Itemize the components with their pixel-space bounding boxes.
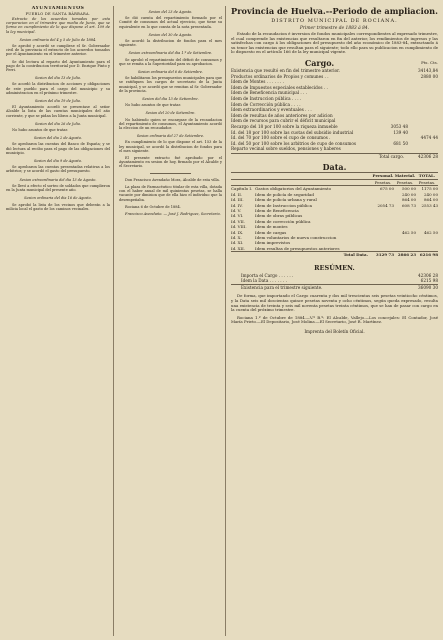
session-paragraph: En cumplimiento de lo que dispone el art. 153 de la ley municipal, se acordó la distribucion de fondos para el mes siguiente. — [119, 140, 222, 153]
session-title: Sesion del dia 2 de Agosto. — [34, 136, 82, 141]
data-row-material — [394, 246, 416, 251]
section-header: AYUNTAMIENTOS — [31, 6, 85, 11]
data-header-row — [231, 172, 438, 179]
cargo-total-row — [231, 153, 438, 160]
data-row-chapter: Id. VIII. — [231, 224, 247, 230]
session-title: Sesion ordinaria del 4 y 5 de Julio de 1884. — [19, 37, 97, 42]
session-paragraph: Se aprobó y acordó se cumpliese el Sr. Gobernador civil de la provincia el extracto de los acuerdos tomados por el Ayuntamiento en el trimestre anterior. — [6, 44, 110, 57]
data-title: Data. — [322, 162, 347, 173]
data-row-total: 2553 43 — [421, 202, 438, 208]
data-row-personal — [372, 246, 394, 251]
cargo-row-label: Idem de Impuestos especiales establecidos . . — [231, 84, 328, 90]
data-total-total: 6216 98 — [419, 252, 438, 258]
resumen-title: RESÚMEN. — [314, 263, 355, 272]
resumen-row — [231, 278, 438, 284]
session-paragraph: Se habilitaron los presupuestos municipales para que se ratifiquen los cargos de secretario de la Junta municipal, y se acordó que se remitan al Sr. Gobernador de la provincia. — [119, 76, 222, 93]
data-row-label: Idem de montes — [255, 224, 288, 230]
data-row-label: Idem de cargas — [255, 229, 287, 235]
closing-text: De forma, que importando el Cargo cuarenta y dos mil trescientas seis pesetas veintiocho céntimos, y la Data seis mil doscientas quince pesetas noventa y ocho céntimos, según queda expresado, resulta una existencia de treinta y seis mil noventa pesetas treinta céntimos, que se han de pasar con cargo en la cuenta del próximo trimestre. — [231, 293, 438, 313]
session-paragraph: Se llevó a efecto el sorteo de soldados que cumplieron en la Junta municipal del presente año. — [6, 183, 111, 193]
session-paragraph: Se dió cuenta del repartimiento formado por el Comité de consumos del actual ejercicio, que tiene su equivalente en lo que consta de la nota presentada. — [119, 16, 222, 29]
cargo-row-label: Idem de Corrección pública . . . . — [231, 101, 301, 107]
session-paragraph: No hubo asuntos de que tratar. — [125, 103, 181, 108]
session-title: Sesion ordinaria del 27 de Setiembre. — [136, 134, 205, 139]
data-row-chapter: Id. VI. — [231, 213, 244, 219]
data-row-label: Idem resultas de presupuestos anteriores — [255, 245, 340, 251]
cargo-row-partial: 681 50 — [393, 140, 408, 146]
cargo-row-value: 4474 44 — [420, 135, 438, 141]
data-row-chapter: Id. XI. — [231, 240, 244, 246]
session-paragraph: Se dió lectura al reparto del Ayuntamiento para el pago de la contribucion territorial por D. Enrique Pinto y Ferri. — [6, 59, 110, 73]
divider — [150, 173, 191, 174]
session-list — [119, 10, 222, 169]
cargo-row-value — [408, 146, 438, 152]
session-paragraph: Se aprobó la lista de los vecinos que deberán a la milicia local el gasto de los caminos vecinales. — [6, 202, 110, 211]
cargo-row-partial — [374, 146, 408, 152]
cargo-row-label: Idem extraordinarios y eventuales . . . — [231, 107, 312, 113]
resumen-existencia-label: Existencia para el trimestre siguiente. — [241, 284, 323, 290]
cargo-total-label: Total cargo. — [378, 153, 404, 159]
closing-date: Rociana 1.º de Octubre de 1884.—V.º B.º: El Alcalde, Vallejo.—Los concejales: El Contador, José María Prieto.—El Depositario, José Molina.—El Secretario, José R. Martínez. — [231, 314, 438, 325]
session-paragraph: Se acordó la distribucion de acciones y obligaciones de este pueblo para el cargo del municipio y su administracion en el próximo trimestre. — [6, 82, 110, 95]
resumen-row-value: 6215 98 — [420, 278, 438, 284]
cargo-row-value: 2880 00 — [420, 73, 438, 79]
data-row-material: 500 00 — [402, 186, 416, 192]
session-paragraph: El Ayuntamiento acordó se presentase al señor Alcalde la lista de las cuentas municipales del año corriente, y que se pidan los libros a la Junta municipal. — [6, 105, 110, 118]
cargo-row-label: Productos ordinarios de Propios y comunes . . — [231, 73, 329, 79]
data-row-chapter: Id. VII. — [231, 218, 246, 224]
data-row-material: 864 00 — [402, 197, 416, 203]
column-left — [6, 6, 114, 636]
header-personal: Personal. — [372, 173, 394, 179]
announcement-date: Rociana 6 de Octubre de 1884. — [125, 204, 181, 209]
resumen-existencia-value: 36090 30 — [418, 284, 438, 290]
data-row — [231, 246, 438, 251]
cargo-row-value: 34143,84 — [418, 67, 438, 73]
cargo-row-label: Idem de Beneficencia municipal . . . — [231, 90, 308, 96]
data-row-personal: 675 00 — [380, 186, 394, 192]
subheader-material: Pesetas. — [396, 179, 414, 185]
session-title: Sesion ordinaria del dia 16 de Agosto. — [24, 196, 92, 201]
data-total-row — [231, 251, 438, 257]
resumen-row-value: 42306 28 — [418, 272, 438, 278]
cargo-row-label: Recargo del 18 por 100 sobre la riqueza inmueble — [231, 123, 338, 129]
data-table — [231, 186, 438, 251]
session-paragraph: No hubo asuntos de que tratar. — [12, 128, 68, 133]
cargo-row — [231, 146, 438, 152]
session-title: Sesion del 30 de Agosto. — [148, 32, 193, 37]
data-row-label: Idem de Instruccion pública — [255, 202, 312, 208]
session-title: Sesion ordinaria del 6 de Setiembre. — [137, 70, 204, 75]
data-total-label: Total Data. — [343, 252, 368, 258]
session-title: Sesion extraordinaria del dia 13 de Agosto. — [19, 177, 97, 182]
session-paragraph: El presente extracto fué aprobado por el Ayuntamiento en sesion de hoy, firmado por el Alcalde y el Secretario. — [119, 156, 222, 169]
cargo-row-label: Id. del 18 por 100 sobre las cuotas del subsidio industrial — [231, 129, 354, 135]
announcement-body: La plaza de Farmacéutico titular de esta villa, dotada con el haber anual de mil quinientas pesetas, se halla vacante por dimision que de ella hizo el individuo que la desempeñaba. — [119, 184, 222, 202]
data-row-label: Idem de policía de seguridad — [255, 191, 314, 197]
cargo-row-label: Idem de resultas de años anteriores por adicion — [231, 112, 333, 118]
data-row-total: 462 50 — [424, 229, 438, 235]
session-title: Sesion del dia 26 de Julio. — [34, 121, 81, 126]
data-row-chapter: Capítulo I. — [231, 186, 253, 192]
data-row-material: 608 73 — [402, 202, 416, 208]
period-title: Primer trimestre de 1883 á 84. — [299, 26, 370, 31]
cargo-row-partial: 139 40 — [393, 129, 408, 135]
data-row-label: Idem de policía urbana y rural — [255, 197, 317, 203]
data-row-chapter: Id. IV. — [231, 202, 243, 208]
cargo-row-label: Idem de Instruccion pública . . . . — [231, 95, 302, 101]
data-row-chapter: Id. IX. — [231, 229, 244, 235]
data-row-label: Idem de obras públicas — [255, 213, 303, 219]
session-paragraph: Se acordó la distribucion de fondos para el mes siguiente. — [119, 39, 222, 48]
cargo-row-label: Reparto vecinal sobre sueldos, pensiones y haberes — [231, 146, 341, 152]
data-row-label: Idem de Beneficencia — [255, 207, 299, 213]
data-row-chapter: Id. III. — [231, 197, 244, 203]
session-paragraph: Se aprobaron las cuentas presentadas relativas a los arbitrios; y se acordó el gasto del presupuesto. — [6, 165, 110, 174]
announcement-heading: Don Francisco Avendaño Mora, Alcalde de esta villa. — [125, 177, 220, 182]
subheader-total: Pesetas. — [418, 179, 436, 185]
resumen-row-label: Importa el Cargo . . . . . . — [241, 272, 294, 278]
subheader-personal: Pesetas. — [374, 179, 392, 185]
extract-title: Extracto de los acuerdos tomados por esta corporacion en el trimestre que media de Junio, que se forma en cumplimiento de lo que dispone el art. 109 de la ley municipal. — [6, 17, 110, 34]
cargo-title: Cargo. — [304, 57, 335, 68]
cargo-table — [231, 68, 438, 152]
cargo-row-label: Id. del 50 por 100 sobre los arbitrios de cupo de consumos — [231, 140, 356, 146]
session-title: Sesion del 23 de Agosto. — [148, 10, 193, 14]
province-title: Provincia de Huelva.--Periodo de ampliacion. — [231, 6, 438, 16]
data-row-total: 1175 00 — [421, 186, 438, 192]
column-right — [231, 6, 438, 636]
data-row-label: Idem de corrección pública — [255, 218, 311, 224]
session-paragraph: Se aprobó el repartimiento del déficit de consumos y que se remita a la Superioridad para su aprobacion. — [119, 57, 222, 66]
cargo-header — [231, 58, 438, 68]
session-paragraph: Se aprobaron las cuentas del Banco de España; y se dió lectura al recibo para el pago de las obligaciones del municipio. — [6, 142, 110, 155]
data-row-chapter: Id. XII. — [231, 245, 245, 251]
header-material: Material. — [394, 173, 416, 179]
session-title: Sesion del dia 9 de Agosto. — [34, 159, 82, 164]
pts-header: Pts. Cts. — [421, 59, 438, 65]
session-title: Sesion extraordinaria del dia 1.º de Setiembre. — [128, 51, 213, 56]
data-row-material: 240 00 — [402, 191, 416, 197]
data-row-total: 240 00 — [424, 191, 438, 197]
resumen-row-label: Idem la Data . . . . . . . — [241, 278, 287, 284]
announcement-signature: Francisco Avendaño. — José J. Rodriguez, Secretario. — [125, 211, 221, 216]
data-row-label: Idem voluntarios de nueva construccion — [255, 234, 337, 240]
data-row-label: Idem imprevistos — [255, 240, 291, 246]
data-row-total — [416, 246, 438, 251]
cargo-total-value: 42306 28 — [418, 153, 438, 159]
session-title: Sesion del dia 13 de Setiembre. — [142, 97, 199, 102]
cargo-row-label: Idem de Montes . . . . . . . — [231, 79, 285, 85]
session-list — [6, 38, 110, 211]
resumen-existencia-row — [231, 284, 438, 291]
cargo-row-label: Existencia que resultó en fin del trimestre anterior. — [231, 67, 341, 73]
town-heading: PUEBLO DE SANTA BÁRBARA. — [25, 12, 91, 16]
data-row-chapter: Id. II. — [231, 191, 243, 197]
column-middle — [119, 6, 226, 636]
session-paragraph: No habiendo quien se encargase de la recaudacion del repartimiento de consumos, el Ayuntamiento acordó la eleccion de un recaudador. — [119, 117, 222, 131]
data-row-total: 864 00 — [424, 197, 438, 203]
data-row-label: Gastos obligatorios del Ayuntamiento — [255, 186, 332, 192]
cargo-row-partial: 3053 48 — [390, 123, 408, 129]
data-row-personal: 2054 73 — [377, 202, 394, 208]
data-total-material: 2866 23 — [397, 252, 416, 258]
session-title: Sesion del 20 de Setiembre. — [145, 111, 196, 116]
printer-imprint: Imprenta del Boletín Oficial. — [304, 328, 365, 334]
cargo-row-label: Idem de recursos para cubrir el déficit municipal — [231, 118, 336, 124]
header-total: TOTAL. — [418, 173, 436, 179]
session-title: Sesion del dia 19 de Julio. — [34, 99, 81, 104]
intro-text: Estado de la recaudacion é inversion de fondos municipales correspondientes al expresado trimestre, el cual comprende las existencias que resultaron en fin del anterior, los rendimientos de ingresos y las satisfechas con cargo á los obligaciones del presupuesto del año económico de 1883-84, extractando á su tenor las existencias que resultan para el siguiente; todo ello para su publicacion en cumplimiento de lo dispuesto en el artículo 166 de la ley municipal vigente. — [231, 31, 438, 55]
data-row-chapter: Id. V. — [231, 207, 242, 213]
data-total-personal: 3129 73 — [375, 252, 394, 258]
district-title: DISTRITO MUNICIPAL DE ROCIANA. — [271, 18, 398, 24]
data-row-chapter: Id. X. — [231, 234, 242, 240]
cargo-row-label: Id. del 70 por 100 sobre el cupo de consumos . — [231, 135, 331, 141]
data-row-material: 462 50 — [402, 229, 416, 235]
session-title: Sesion del dia 13 de Julio. — [34, 76, 81, 81]
resumen-table — [231, 273, 438, 284]
